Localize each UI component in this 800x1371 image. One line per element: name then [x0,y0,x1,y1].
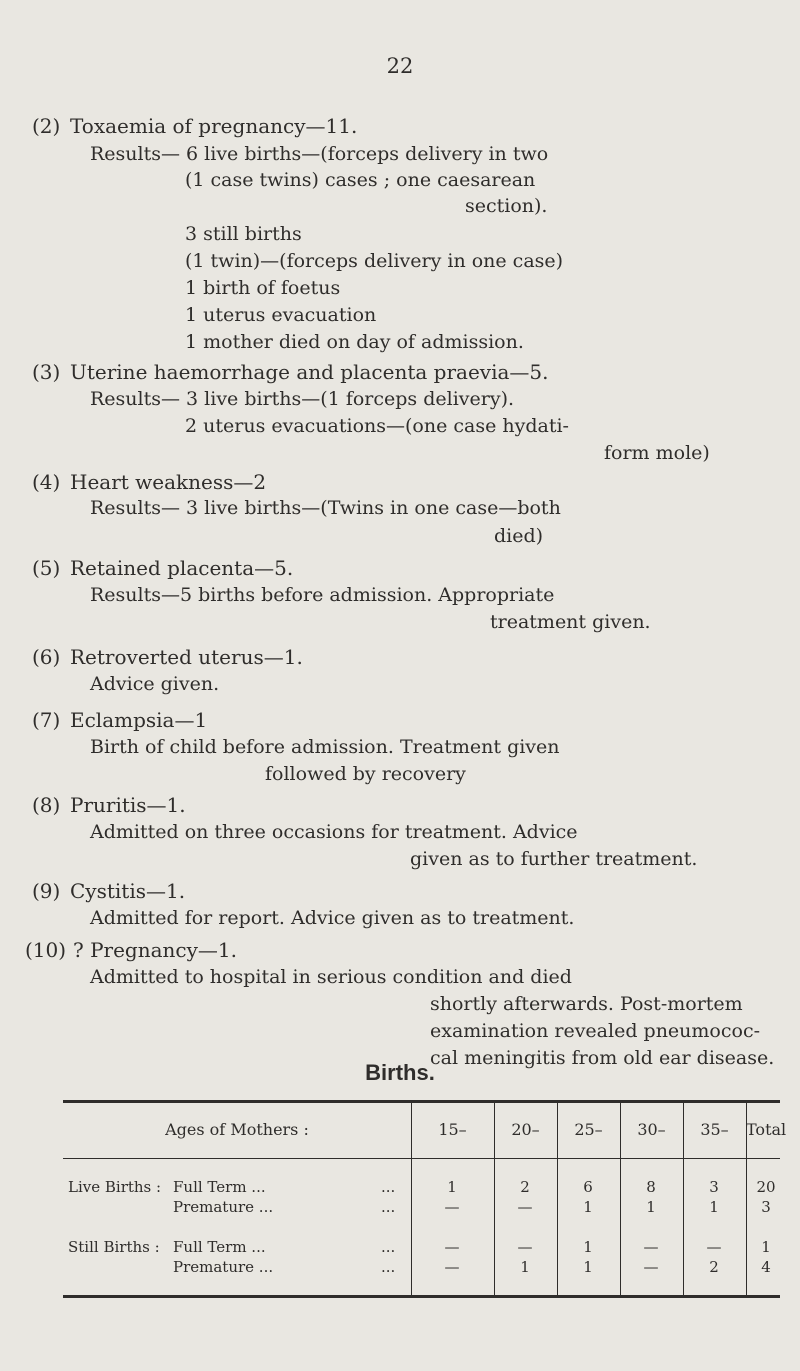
table-cell: 1 [646,1198,656,1216]
table-bottom-rule [63,1295,780,1298]
table-cell-total: 4 [761,1258,771,1276]
table-cell: 1 [583,1198,593,1216]
table-cell: — [444,1238,460,1256]
item-line: Results— 6 live births—(forceps delivery in two [90,143,549,165]
table-cell: 1 [520,1258,530,1276]
table-cell-total: 1 [761,1238,771,1256]
item-title: Heart weakness—2 [70,470,267,494]
table-cell: 1 [709,1198,719,1216]
table-top-rule [63,1100,780,1103]
table-cell: 1 [447,1178,457,1196]
row-label: Premature ... [173,1258,274,1276]
item-line: 3 still births [185,223,302,245]
table-cell: 1 [583,1258,593,1276]
page-number: 22 [386,54,414,78]
item-line: given as to further treatment. [410,848,698,870]
item-line: Results—5 births before admission. Appropriate [90,584,555,606]
row-label: Full Term ... [173,1238,266,1256]
table-cell: — [643,1258,659,1276]
header-col-35: 35– [700,1120,729,1139]
item-line: Results— 3 live births—(Twins in one case—both [90,497,561,519]
item-line: 1 birth of foetus [185,277,341,299]
row-dots: ... [381,1238,396,1256]
item-line: form mole) [604,442,710,464]
table-cell: — [643,1238,659,1256]
item-title: Retained placenta—5. [70,556,294,580]
item-number: (3) [32,360,61,384]
item-number: (9) [32,879,61,903]
table-cell: — [444,1198,460,1216]
row-dots: ... [381,1178,396,1196]
table-cell: 3 [709,1178,719,1196]
item-line: shortly afterwards. Post-mortem [430,993,743,1015]
item-line: cal meningitis from old ear disease. [430,1047,775,1069]
item-title: Eclampsia—1 [70,708,208,732]
item-number: (8) [32,793,61,817]
table-cell: 1 [583,1238,593,1256]
item-line: Results— 3 live births—(1 forceps delivery). [90,388,515,410]
table-cell: — [517,1238,533,1256]
item-title: Retroverted uterus—1. [70,645,303,669]
item-number: (2) [32,114,61,138]
item-line: Admitted to hospital in serious condition and died [90,966,572,988]
row-dots: ... [381,1198,396,1216]
item-line: followed by recovery [265,763,466,785]
item-number: (5) [32,556,61,580]
item-title: Pruritis—1. [70,793,186,817]
group-label-still-births: Still Births : [68,1238,160,1256]
header-col-20: 20– [511,1120,540,1139]
table-cell: 2 [520,1178,530,1196]
item-number: (4) [32,470,61,494]
table-cell-total: 3 [761,1198,771,1216]
item-line: 1 mother died on day of admission. [185,331,524,353]
header-col-15: 15– [438,1120,467,1139]
row-dots: ... [381,1258,396,1276]
item-title: Toxaemia of pregnancy—11. [70,114,358,138]
item-line: (1 case twins) cases ; one caesarean [185,169,536,191]
header-col-25: 25– [574,1120,603,1139]
item-line: 1 uterus evacuation [185,304,377,326]
row-label: Premature ... [173,1198,274,1216]
item-line: 2 uterus evacuations—(one case hydati- [185,415,569,437]
table-cell: — [517,1198,533,1216]
item-line: examination revealed pneumococ- [430,1020,761,1042]
group-label-live-births: Live Births : [68,1178,162,1196]
item-line: Birth of child before admission. Treatment given [90,736,560,758]
table-cell: 2 [709,1258,719,1276]
item-title: Cystitis—1. [70,879,186,903]
header-col-total: Total [746,1120,787,1139]
births-heading: Births. [365,1060,435,1085]
item-title: ? Pregnancy—1. [73,938,238,962]
item-line: Admitted for report. Advice given as to treatment. [90,907,575,929]
table-cell-total: 20 [756,1178,776,1196]
item-line: Admitted on three occasions for treatment. Advice [90,821,578,843]
births-table [63,1100,787,1300]
table-cell: 8 [646,1178,656,1196]
item-line: Advice given. [90,673,220,695]
item-line: died) [494,525,544,547]
table-cell: — [444,1258,460,1276]
header-col-30: 30– [637,1120,666,1139]
item-line: treatment given. [490,611,651,633]
table-header-rule [63,1158,780,1159]
item-line: section). [465,195,548,217]
item-number: (10) [25,938,67,962]
row-label: Full Term ... [173,1178,266,1196]
table-cell: — [706,1238,722,1256]
item-number: (6) [32,645,61,669]
item-number: (7) [32,708,61,732]
item-title: Uterine haemorrhage and placenta praevia—5. [70,360,549,384]
item-line: (1 twin)—(forceps delivery in one case) [185,250,564,272]
table-cell: 6 [583,1178,593,1196]
header-ages-of-mothers: Ages of Mothers : [165,1120,309,1139]
